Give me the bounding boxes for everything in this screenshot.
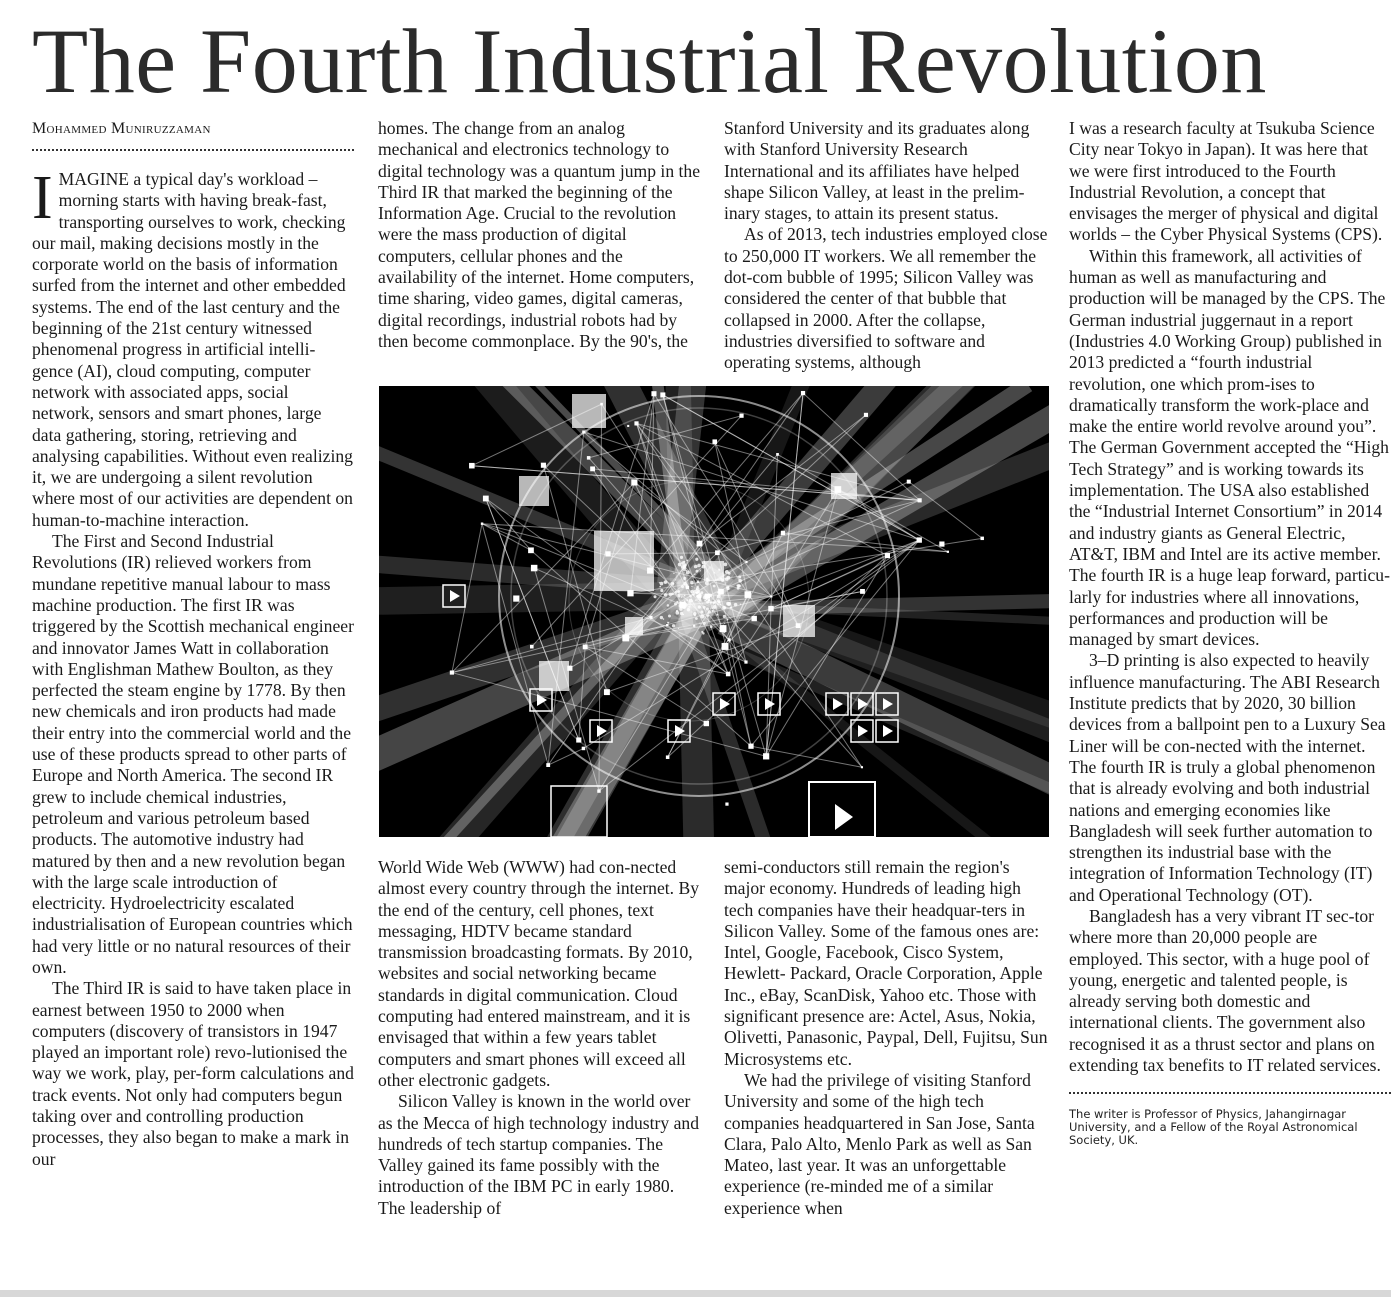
network-node [450, 670, 454, 674]
centre-particle [703, 606, 706, 609]
paragraph: semi-conductors still remain the region's major economy. Hundreds of leading high tech companies have their headquar-ters in Silicon Valley. Some of the famous ones are: Intel, Google, Facebook, Cisco System, Hewlett- Packard, Oracle Corporation, Apple Inc., eBay, ScanDisk, Yahoo etc. Those with significant presence are: Actel, Asus, Nokia, Olivetti, Panasonic, Paypal, Dell, Fujitsu, Sun Microsystems etc. [724, 857, 1048, 1069]
centre-particle [697, 586, 699, 588]
network-node [660, 392, 665, 397]
centre-particle [684, 564, 687, 567]
network-node [860, 589, 865, 594]
centre-particle [660, 582, 664, 586]
article-title: The Fourth Industrial Revolution [32, 10, 1267, 112]
centre-particle [725, 577, 729, 581]
network-node [739, 414, 743, 418]
centre-particle [722, 625, 724, 627]
centre-particle [712, 607, 713, 608]
network-node [622, 634, 629, 641]
centre-particle [681, 585, 684, 588]
glow-square [519, 476, 549, 506]
centre-particle [678, 628, 679, 629]
centre-particle [726, 587, 729, 590]
paragraph-text: MAGINE a typical day's workload – morning starts with having break-fast, transporting ourselves to work, checking our mail, making decisions mostly in the corporate world on the basis of information surfed from the internet and other embedded systems. The end of the last century and the beginning of the 21st century witnessed phenomenal progress in artificial intelli-gence (AI), cloud computing, computer network with associated apps, social network, sensors and smart phones, large data gathering, storing, retrieving and analysing capabilities. Without even realizing it, we are undergoing a silent revolution where most of our activities are dependent on human-to-machine interaction. [32, 169, 353, 530]
centre-particle [684, 601, 686, 603]
centre-particle [700, 611, 703, 614]
network-graphic [379, 386, 1049, 837]
network-node [590, 466, 595, 471]
centre-particle [687, 608, 690, 611]
centre-particle [726, 602, 730, 606]
centre-particle [686, 559, 688, 561]
network-node [939, 541, 944, 546]
paragraph: Bangladesh has a very vibrant IT sec-tor where more than 20,000 people are employed. This sector, with a huge pool of young, energetic and talented people, is already serving both domestic and international clients. The government also recognised it as a thrust sector and plans on extending tax benefits to IT related services. [1069, 905, 1381, 1076]
centre-particle [694, 587, 695, 588]
network-node [481, 522, 483, 524]
centre-particle [679, 604, 683, 608]
centre-particle [695, 558, 698, 561]
glow-square [625, 617, 643, 635]
centre-particle [713, 605, 717, 609]
network-node [627, 425, 629, 427]
centre-particle [715, 601, 716, 602]
network-node [597, 789, 600, 792]
centre-particle [659, 582, 660, 583]
centre-particle [675, 611, 679, 615]
network-node [768, 606, 773, 611]
network-node [728, 638, 731, 641]
centre-particle [719, 593, 721, 595]
network-node [715, 550, 720, 555]
network-node [627, 590, 633, 596]
article-column-2-bottom [378, 857, 702, 1219]
network-node [745, 561, 747, 563]
network-node [770, 595, 772, 597]
centre-particle [695, 617, 698, 620]
paragraph: Stanford University and its graduates along with Stanford University Research International and its affiliates have helped shape Silicon Valley, at least in the prelim-inary stages, to attain its present status. [724, 118, 1030, 224]
author-byline: Mohammed Muniruzzaman [32, 120, 211, 137]
network-node [666, 755, 670, 759]
centre-particle [706, 607, 709, 610]
centre-particle [686, 571, 690, 575]
centre-particle [713, 585, 716, 588]
centre-particle [738, 579, 742, 583]
network-node [748, 744, 753, 749]
network-node [469, 463, 475, 469]
centre-particle [694, 565, 698, 569]
centre-particle [710, 625, 713, 628]
centre-particle [675, 591, 678, 594]
centre-particle [694, 614, 696, 616]
centre-particle [697, 596, 700, 599]
centre-particle [690, 581, 694, 585]
glow-square [539, 661, 569, 691]
centre-particle [697, 564, 701, 568]
centre-particle [710, 601, 712, 603]
centre-particle [681, 596, 683, 598]
centre-particle [700, 570, 701, 571]
network-node [513, 595, 519, 601]
centre-particle [691, 611, 692, 612]
network-node [861, 766, 863, 768]
centre-particle [737, 584, 740, 587]
centre-particle [683, 561, 685, 563]
centre-particle [679, 607, 682, 610]
centre-particle [708, 599, 710, 601]
network-node [634, 421, 638, 425]
centre-particle [698, 605, 701, 608]
centre-particle [660, 616, 663, 619]
network-node [885, 553, 890, 558]
article-column-2-top [378, 118, 700, 352]
network-node [576, 737, 581, 742]
centre-particle [717, 594, 721, 598]
play-icon [883, 725, 893, 737]
centre-particle [696, 589, 698, 591]
network-node [651, 391, 656, 396]
network-node [530, 645, 534, 649]
paragraph [32, 164, 354, 531]
centre-particle [677, 590, 680, 593]
network-node [582, 747, 586, 751]
centre-particle [706, 597, 709, 600]
network-node [666, 624, 668, 626]
paragraph: Within this framework, all activities of human as well as manufacturing and production will be managed by the CPS. The German industrial juggernaut in a report (Industries 4.0 Working Group) published in 2013 predicted a “fourth industrial revolution, one which prom-ises to dramatically transform the work-place and make the entire world revolve around you”. The German Government accepted the “High Tech Strategy” and is working towards its implementation. The USA also established the “Industrial Internet Consortium” in 2014 and industry giants as General Electric, AT&T, IBM and Intel are its active member. The fourth IR is a huge leap forward, particu-larly for industries where all innovations, performances and production will be managed by smart devices. [1069, 245, 1390, 650]
glow-square [831, 473, 857, 499]
network-node [763, 753, 769, 759]
network-node [917, 537, 922, 542]
network-node [604, 689, 610, 695]
network-node [712, 439, 717, 444]
byline-divider [32, 149, 354, 151]
network-node [531, 565, 537, 571]
centre-particle [691, 586, 692, 587]
article-column-1 [32, 118, 354, 1170]
network-node [781, 531, 785, 535]
centre-particle [674, 602, 677, 605]
centre-particle [701, 591, 704, 594]
network-node [650, 616, 653, 619]
centre-particle [676, 601, 678, 603]
glow-square [594, 531, 654, 591]
article-column-3-bottom [724, 857, 1050, 1219]
network-illustration [379, 386, 1049, 837]
centre-particle [675, 579, 676, 580]
play-icon [765, 698, 775, 710]
centre-particle [740, 604, 741, 605]
centre-particle [722, 606, 726, 610]
paragraph: As of 2013, tech industries employed close to 250,000 IT workers. We all remember the dot-com bubble of 1995; Silicon Valley was considered the center of that bubble that collapsed in 2000. After the collapse, industries diversified to software and operating systems, although [724, 224, 1048, 373]
paragraph: homes. The change from an analog mechanical and electronics technology to digital technology was a quantum jump in the Third IR that marked the beginning of the Information Age. Crucial to the revolution were the mass production of digital computers, cellular phones and the availability of the internet. Home computers, time sharing, video games, digital cameras, digital recordings, industrial robots had by then become commonplace. By the 90's, the [378, 118, 701, 351]
centre-particle [708, 610, 711, 613]
centre-particle [690, 590, 694, 594]
centre-particle [720, 604, 722, 606]
centre-particle [727, 619, 729, 621]
network-node [483, 496, 489, 502]
network-node [697, 541, 703, 547]
centre-particle [712, 610, 714, 612]
network-node [744, 591, 751, 598]
glow-square [572, 394, 606, 428]
centre-particle [717, 604, 718, 605]
play-icon [835, 804, 853, 830]
centre-particle [689, 599, 693, 603]
centre-particle [693, 625, 695, 627]
network-node [546, 763, 550, 767]
footnote-divider [1069, 1092, 1391, 1094]
centre-particle [680, 612, 683, 615]
centre-particle [723, 562, 727, 566]
centre-particle [686, 584, 689, 587]
centre-particle [695, 570, 698, 573]
network-node [726, 672, 731, 677]
centre-particle [689, 595, 692, 598]
drop-cap: I [32, 164, 53, 232]
network-node [918, 498, 922, 502]
page-bottom-edge [0, 1290, 1391, 1297]
centre-particle [723, 631, 725, 633]
centre-particle [678, 563, 682, 567]
centre-particle [703, 622, 706, 625]
centre-particle [724, 623, 725, 624]
centre-particle [668, 614, 671, 617]
centre-particle [688, 606, 690, 608]
network-node [583, 644, 588, 649]
centre-particle [717, 614, 719, 616]
centre-particle [701, 631, 703, 633]
network-node [947, 551, 949, 553]
centre-particle [692, 593, 695, 596]
centre-particle [682, 606, 685, 609]
centre-particle [728, 572, 731, 575]
network-node [528, 547, 534, 553]
centre-particle [673, 573, 674, 574]
centre-particle [663, 618, 665, 620]
centre-particle [699, 599, 701, 601]
paragraph: World Wide Web (WWW) had con-nected almost every country through the internet. By the end of the century, cell phones, text messaging, HDTV became standard transmission broadcasting formats. By 2010, websites and social networking became standards in digital communication. Cloud computing had entered mainstream, and it is envisaged that within a few years tablet computers and smart phones will exceed all other electronic gadgets. [378, 857, 700, 1090]
centre-particle [664, 580, 668, 584]
network-node [864, 413, 868, 417]
article-column-4 [1069, 118, 1391, 1147]
centre-particle [680, 556, 683, 559]
network-node [631, 479, 637, 485]
paragraph: 3–D printing is also expected to heavily influence manufacturing. The ABI Research Institute predicts that by 2020, 30 billion devices from a ballpoint pen to a Luxury Sea Liner will be con-nected with the internet. The fourth IR is truly a global phenomenon that is already evolving and both industrial nations and emerging economies like Bangladesh will seek further automation to strengthen its industrial base with the integration of Information Technology (IT) and Operational Technology (OT). [1069, 650, 1386, 905]
network-node [776, 453, 779, 456]
network-node [582, 430, 585, 433]
network-node [587, 456, 591, 460]
glow-square [704, 561, 724, 581]
network-node [744, 660, 747, 663]
centre-particle [684, 595, 686, 597]
centre-particle [734, 603, 738, 607]
network-node [980, 537, 983, 540]
centre-particle [694, 574, 695, 575]
glow-square [783, 605, 815, 637]
paragraph: I was a research faculty at Tsukuba Science City near Tokyo in Japan). It was here that we were first introduced to the Fourth Industrial Revolution, a concept that envisages the merger of physical and digital worlds – the Cyber Physical Systems (CPS). [1069, 118, 1383, 245]
centre-particle [659, 586, 661, 588]
author-note: The writer is Professor of Physics, Jahangirnagar University, and a Fellow of the Royal Astronomical Society, UK. [1069, 1107, 1358, 1148]
article-column-3-top [724, 118, 1050, 374]
centre-particle [695, 599, 697, 601]
centre-particle [718, 601, 720, 603]
centre-particle [699, 622, 700, 623]
paragraph: The Third IR is said to have taken place in earnest between 1950 to 2000 when computers (discovery of transistors in 1947 played an important role) revo-lutionised the way we work, play, per-form calculations and track events. Not only had computers begun taking over and controlling production processes, they also began to make a mark in our [32, 978, 354, 1169]
centre-particle [730, 606, 732, 608]
centre-particle [706, 601, 709, 604]
centre-particle [667, 604, 670, 607]
network-node [541, 463, 546, 468]
network-node [704, 721, 709, 726]
centre-particle [672, 624, 675, 627]
centre-particle [712, 601, 715, 604]
network-node [725, 802, 728, 805]
centre-particle [704, 600, 706, 602]
paragraph: We had the privilege of visiting Stanford University and some of the high tech companies headquartered in San Jose, Santa Clara, Palo Alto, Menlo Park as well as San Mateo, last year. It was an unforgettable experience (re-minded me of a similar experience when [724, 1069, 1035, 1218]
centre-particle [697, 590, 700, 593]
centre-particle [677, 594, 680, 597]
paragraph: The First and Second Industrial Revolutions (IR) relieved workers from mundane repetitive manual labour to mass machine production. The first IR was triggered by the Scottish mechanical engineer and innovator James Watt in collaboration with Englishman Mathew Boulton, as they perfected the steam engine by 1778. By then new chemicals and iron products had made their entry into the commercial world and the use of these products spread to other parts of Europe and North America. The second IR grew to include chemical industries, petroleum and various petroleum based products. The automotive industry had matured by then and a new revolution began with the large scale introduction of electricity. Hydroelectricity escalated industrialisation of European countries which had very little or no natural resources of their own. [32, 531, 354, 977]
centre-particle [671, 593, 674, 596]
centre-particle [700, 614, 704, 618]
centre-particle [660, 589, 663, 592]
centre-particle [683, 577, 686, 580]
centre-particle [707, 615, 709, 617]
centre-particle [738, 575, 741, 578]
centre-particle [673, 583, 675, 585]
paragraph: Silicon Valley is known in the world over as the Mecca of high technology industry and hundreds of tech startup companies. The Valley gained its fame possibly with the introduction of the IBM PC in early 1980. The leadership of [378, 1091, 700, 1218]
network-node [907, 480, 911, 484]
centre-particle [708, 594, 712, 598]
centre-particle [697, 581, 700, 584]
centre-particle [717, 591, 719, 593]
centre-particle [690, 637, 692, 639]
centre-particle [695, 553, 697, 555]
centre-particle [723, 615, 726, 618]
network-node [722, 643, 729, 650]
centre-particle [654, 595, 657, 598]
centre-particle [667, 622, 669, 624]
centre-particle [686, 599, 688, 601]
network-node [752, 616, 757, 621]
network-node [801, 391, 805, 395]
centre-particle [664, 593, 668, 597]
